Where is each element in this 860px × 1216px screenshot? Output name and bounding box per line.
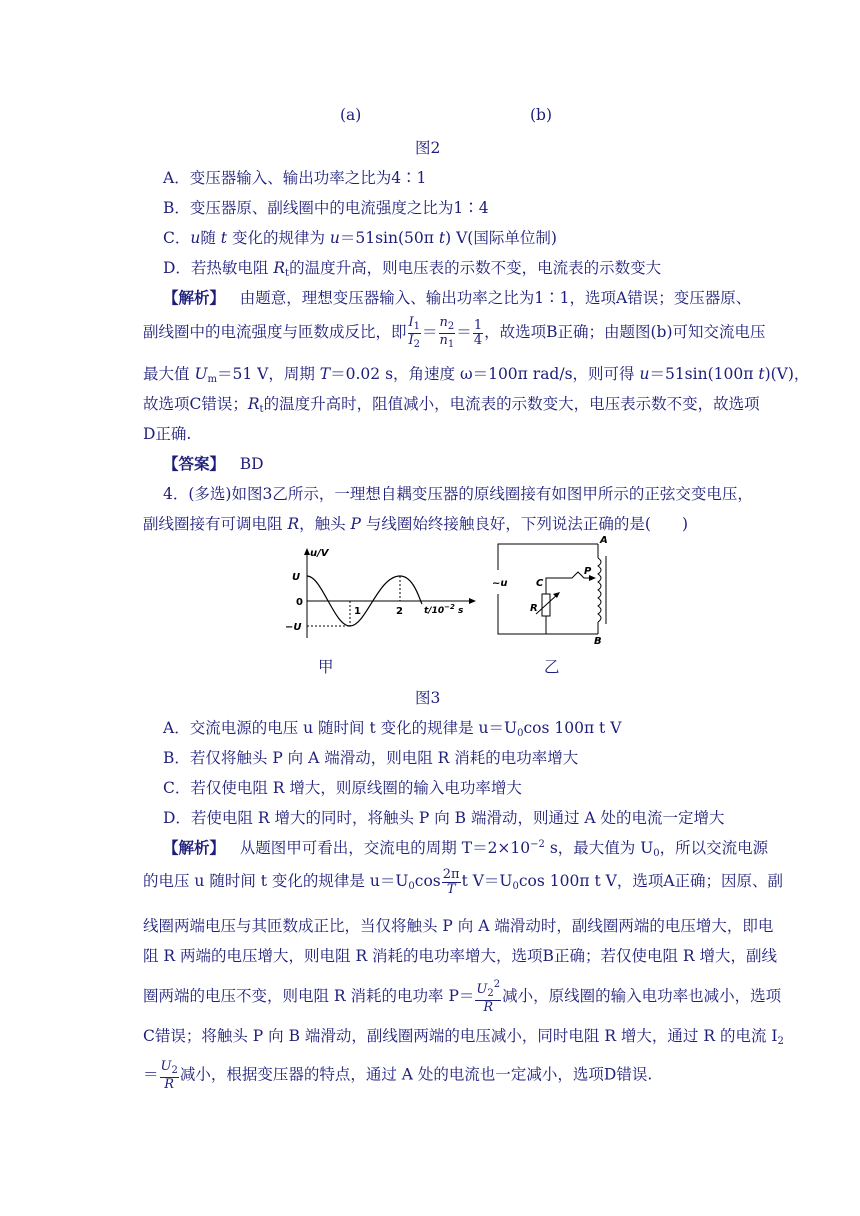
graph-ylabel: u/V <box>310 548 329 559</box>
q4-analysis-line-3: 线圈两端电压与其匝数成正比，当仅将触头 P 向 A 端滑动时，副线圈两端的电压增大，即电 <box>143 917 774 935</box>
q4-analysis-line-7: ＝ $\frac{U_2}{R}$ 减小，根据变压器的特点，通过 A 处的电流也一定减小，选项D错误. <box>143 1059 653 1092</box>
figure-3-caption: 图3 <box>415 689 441 707</box>
q3-analysis-line-3: 最大值 $U_m=51$ V，周期 T＝0.02 s，角速度 ω＝100π rad/s，则可得 u＝51sin(100π t)(V)， <box>143 365 810 385</box>
circuit-label-b: B <box>594 636 602 646</box>
graph-y-bottom: −U <box>285 622 302 633</box>
q4-stem-line-2: 副线圈接有可调电阻 R，触头 P 与线圈始终接触良好，下列说法正确的是( ) <box>143 515 689 533</box>
graph-y-zero: 0 <box>296 597 303 608</box>
q3-analysis-line-5: D正确. <box>143 425 192 443</box>
autotransformer-coil <box>598 558 601 622</box>
x-axis-arrow <box>469 598 476 604</box>
q4-analysis-line-4: 阻 R 两端的电压增大，则电阻 R 消耗的电功率增大，选项B正确；若仅使电阻 R 增大，副线 <box>143 947 777 965</box>
graph-x-1: 1 <box>354 606 361 617</box>
q3-answer: 【答案】 BD <box>163 454 264 473</box>
q3-option-b: B．变压器原、副线圈中的电流强度之比为1∶4 <box>163 199 489 217</box>
figure-2b-label: (b) <box>530 106 553 124</box>
q4-option-c: C．若仅使电阻 R 增大，则原线圈的输入电功率增大 <box>163 779 522 797</box>
q3-analysis-line-1: 【解析】 由题意，理想变压器输入、输出功率之比为1∶1，选项A错误；变压器原、 <box>163 288 752 307</box>
circuit-source-label: ~u <box>492 578 508 589</box>
q4-stem-line-1: 4．(多选)如图3乙所示，一理想自耦变压器的原线圈接有如图甲所示的正弦交变电压， <box>163 485 753 503</box>
circuit-label-a: A <box>600 535 608 546</box>
q3-option-c: C．u随 t 变化的规律为 u＝51sin(50π t) V(国际单位制) <box>163 229 557 247</box>
q4-option-a: A．交流电源的电压 u 随时间 t 变化的规律是 $u=U_0\cos$ 100π t V <box>163 719 622 739</box>
q3-analysis-line-2: 副线圈中的电流强度与匝数成反比，即 $\frac{I_1}{I_2}$ ＝ $\frac{n_2}{n_1}$ ＝ $\frac{1}{4}$ ，故选项B正确；由题图(b)可知交流电压 <box>143 315 766 350</box>
graph-x-2: 2 <box>396 606 403 617</box>
q4-analysis-line-2: 的电压 u 随时间 t 变化的规律是 $u=U_0\cos$ $\frac{2\pi}{T}$ t $V=U_0\cos$ 100π t V，选项A正确；因原、副 <box>143 867 784 897</box>
figure-3a-voltage-graph <box>282 546 482 646</box>
circuit-label-c: C <box>536 578 544 589</box>
figure-3a-label: 甲 <box>318 658 334 676</box>
circuit-label-r: R <box>530 603 538 614</box>
q4-analysis-line-5: 圈两端的电压不变，则电阻 R 消耗的电功率 P＝ $\frac{U_2^2}{R}$ 减小，原线圈的输入电功率也减小，选项 <box>143 979 782 1015</box>
circuit-bottom-wire <box>498 594 598 634</box>
resistor-adjust-line <box>536 594 558 614</box>
figure-3b-circuit <box>488 534 618 646</box>
circuit-label-p: P <box>584 566 592 577</box>
q4-analysis-line-6: C错误；将触头 P 向 B 端滑动，副线圈两端的电压减小，同时电阻 R 增大，通过 R 的电流 $I_2$ <box>143 1027 784 1047</box>
q3-option-a: A．变压器输入、输出功率之比为4∶1 <box>163 169 427 187</box>
q4-option-b: B．若仅将触头 P 向 A 端滑动，则电阻 R 消耗的电功率增大 <box>163 749 579 767</box>
figure-3b-label: 乙 <box>544 658 560 676</box>
figure-2-caption: 图2 <box>415 139 441 157</box>
graph-y-top: U <box>292 572 301 583</box>
circuit-top-wire <box>498 544 598 570</box>
figure-2a-label: (a) <box>340 106 362 124</box>
q4-analysis-line-1: 【解析】 从题图甲可看出，交流电的周期 $T=2\times 10^{-2}$ s，最大值为 $U_0$，所以交流电源 <box>163 838 769 859</box>
q3-option-d: D．若热敏电阻 $R_t$的温度升高，则电压表的示数不变，电流表的示数变大 <box>163 259 662 279</box>
graph-xlabel: $t/10^{-2}$ s <box>424 603 464 616</box>
q4-option-d: D．若使电阻 R 增大的同时，将触头 P 向 B 端滑动，则通过 A 处的电流一定增大 <box>163 809 725 827</box>
q3-analysis-line-4: 故选项C错误；$R_t$的温度升高时，阻值减小，电流表的示数变大，电压表示数不变，故选项 <box>143 395 760 415</box>
